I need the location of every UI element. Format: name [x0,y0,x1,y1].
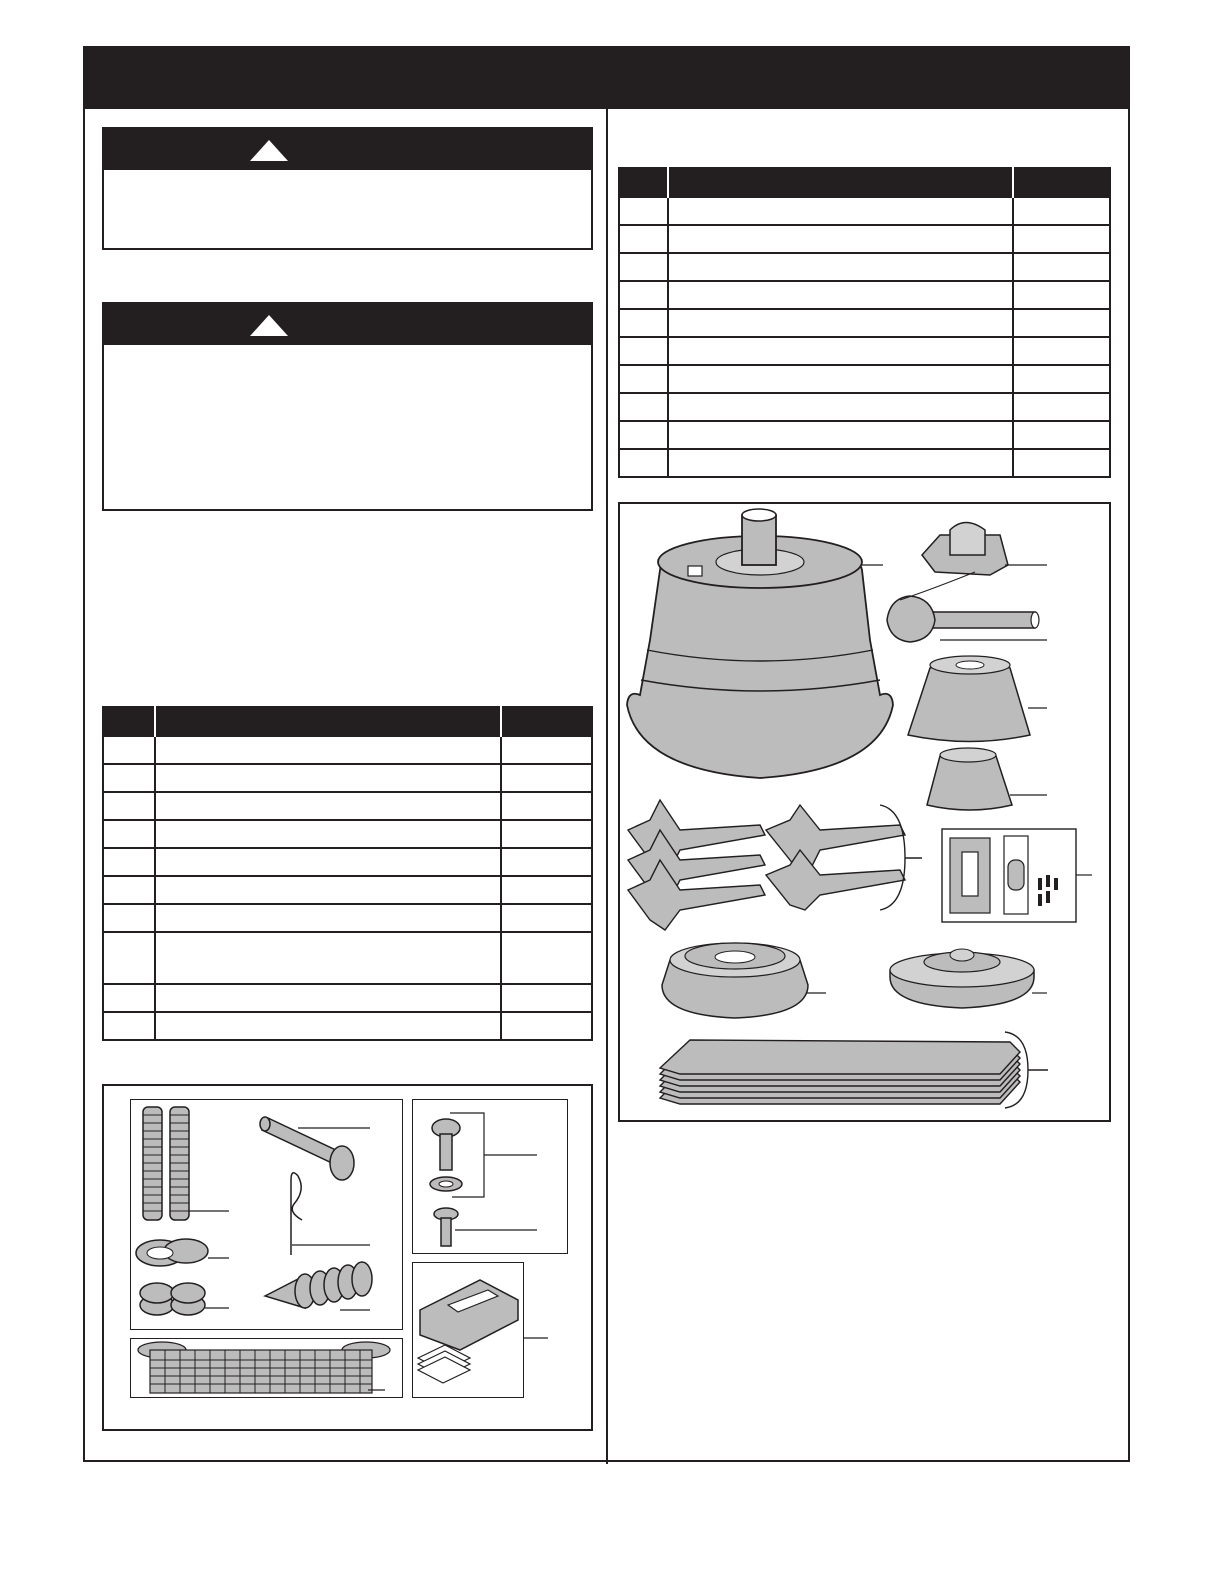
downrod-icon [887,572,1047,642]
wall-control-icon [942,829,1092,922]
hanging-bracket-icon [922,523,1047,576]
motor-housing-icon [627,509,893,778]
blade-arm-icon [628,800,922,930]
switch-housing-icon [662,943,826,1018]
canopy-icon [908,656,1047,742]
receiver-plate-icon [890,949,1047,1008]
fan-blade-icon [660,1032,1048,1108]
coupling-cover-icon [927,748,1047,810]
